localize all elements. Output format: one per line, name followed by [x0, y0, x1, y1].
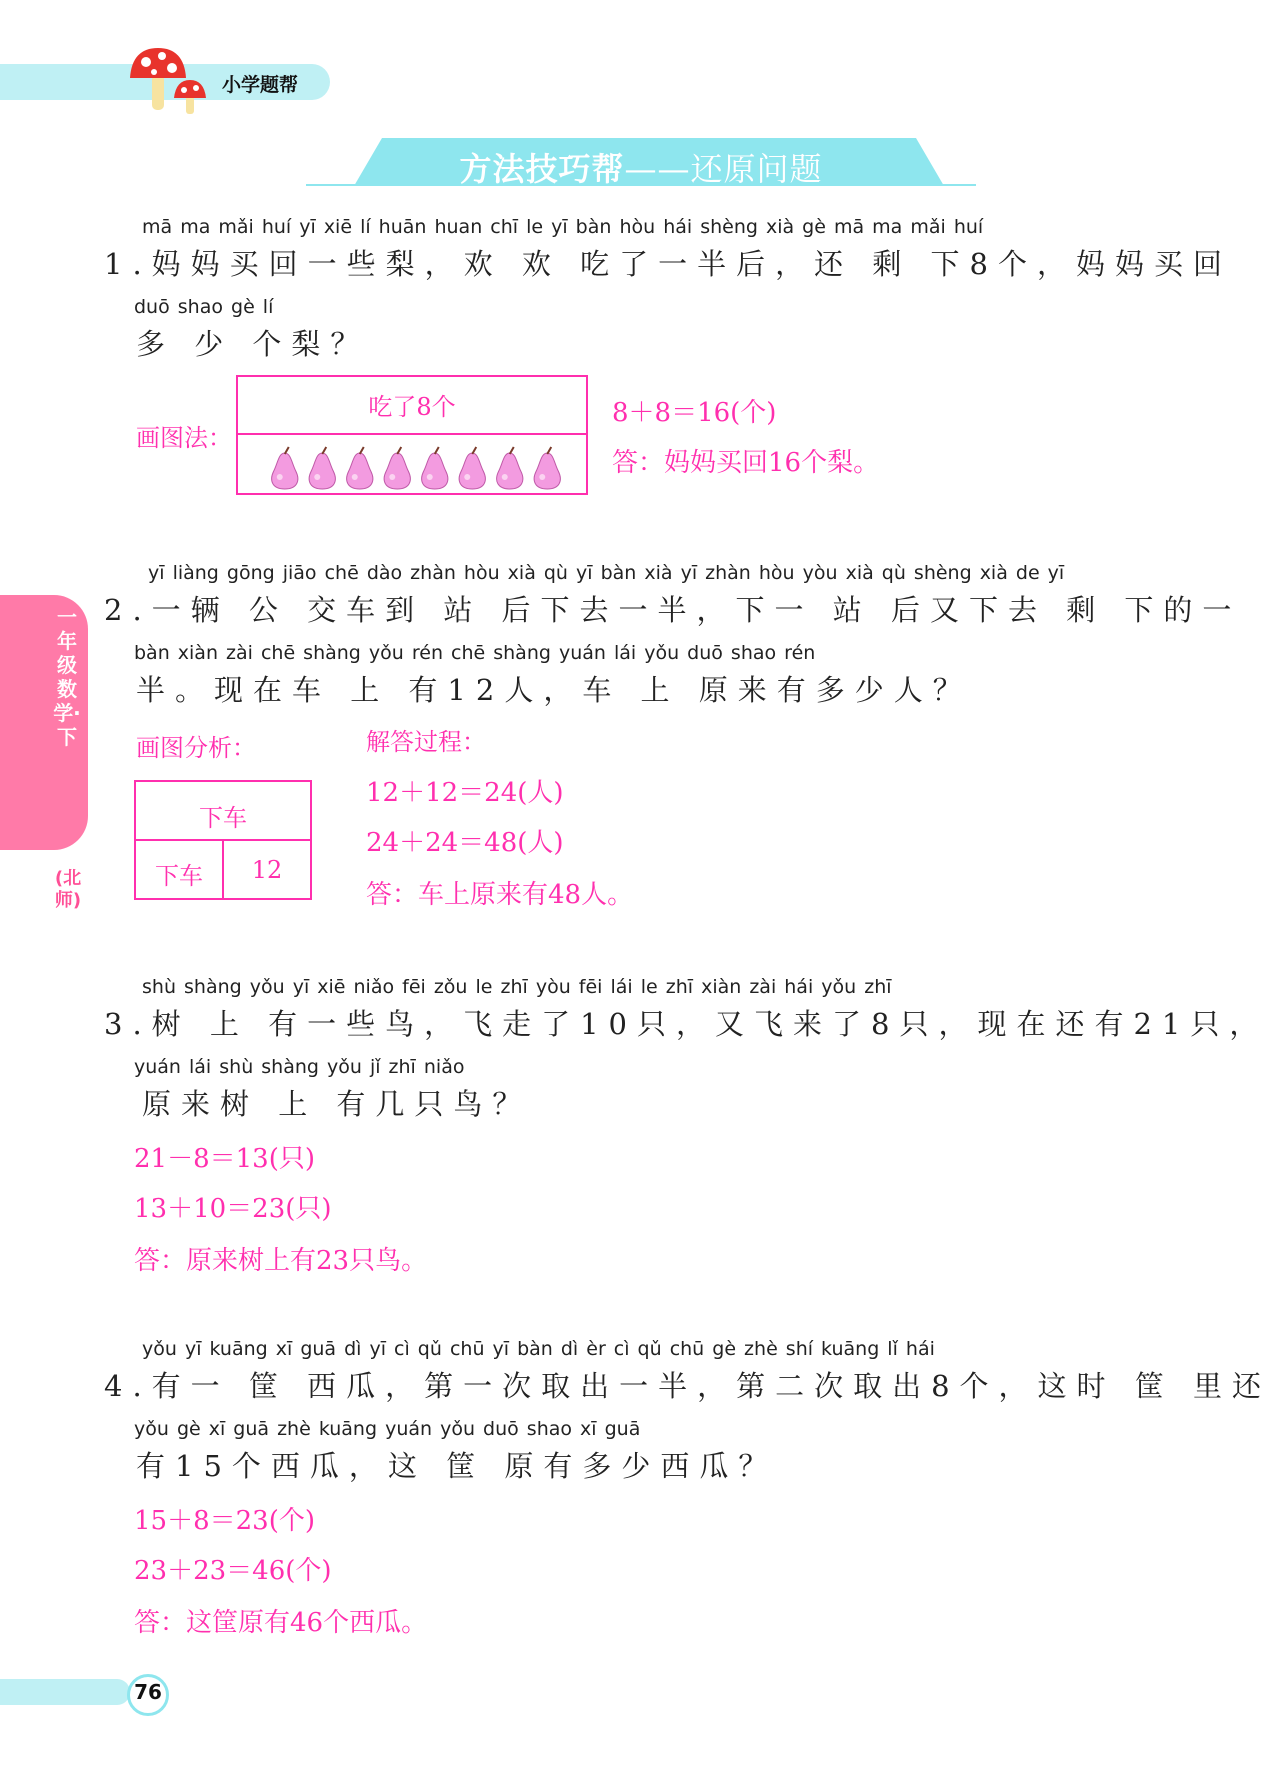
problem-2-answer-2: 24＋24＝48(人) — [366, 828, 564, 858]
problem-2-process-label: 解答过程： — [366, 728, 486, 756]
problem-3-pinyin-1: shù shàng yǒu yī xiē niǎo fēi zǒu le zhī yòu fēi lái le zhī xiàn zài hái yǒu zhī — [142, 976, 892, 998]
problem-1-text-1: 妈妈买回一些梨，欢 欢 吃了一半后，还 剩 下8个，妈妈买回 — [151, 247, 1232, 281]
side-grade-label: 一年级数学·下 — [53, 605, 81, 749]
footer-band — [0, 1679, 130, 1705]
problem-1-pinyin-2: duō shao gè lí — [134, 296, 274, 318]
problem-3-text-1: 树 上 有一些鸟，飞走了10只，又飞来了8只，现在还有21只， — [151, 1007, 1269, 1041]
problem-4-text-2: 有15个西瓜，这 筐 原有多少西瓜？ — [136, 1449, 778, 1483]
page-number: 76 — [134, 1680, 162, 1704]
pears-row — [266, 445, 566, 491]
problem-4-answer-2: 23＋23＝46(个) — [134, 1556, 332, 1586]
pear-icon — [497, 447, 523, 489]
box-bottom-right-cell: 12 — [251, 856, 283, 884]
problem-4-pinyin-1: yǒu yī kuāng xī guā dì yī cì qǔ chū yī bàn dì èr cì qǔ chū gè zhè shí kuāng lǐ hái — [142, 1338, 935, 1360]
problem-2-text-1: 一辆 公 交车到 站 后下去一半，下一 站 后又下去 剩 下的一 — [151, 593, 1242, 627]
problem-3-answer-2: 13＋10＝23(只) — [134, 1194, 332, 1224]
box-divider — [238, 433, 586, 435]
problem-1-method-label: 画图法： — [136, 424, 232, 452]
pear-icon — [309, 447, 335, 489]
problem-2-pinyin-2: bàn xiàn zài chē shàng yǒu rén chē shàng yuán lái yǒu duō shao rén — [134, 642, 816, 664]
problem-2-text-2: 半。现在车 上 有12人，车 上 原来有多少人？ — [136, 673, 972, 707]
problem-2-method-label: 画图分析： — [136, 734, 256, 762]
pear-icon — [384, 447, 410, 489]
problem-2-number: 2. — [104, 593, 152, 627]
problem-3-text-2: 原来树 上 有几只鸟？ — [142, 1087, 532, 1121]
problem-4-answer-1: 15＋8＝23(个) — [134, 1506, 315, 1536]
box-top-cell: 下车 — [199, 804, 247, 832]
problem-4-line-1 — [104, 1364, 1271, 1405]
problem-3-pinyin-2: yuán lái shù shàng yǒu jǐ zhī niǎo — [134, 1056, 465, 1078]
problem-4-number: 4. — [104, 1369, 152, 1403]
problem-2-line-1 — [104, 588, 1241, 629]
problem-3-line-1 — [104, 1002, 1268, 1043]
mushroom-logo-icon — [128, 44, 220, 116]
title-sub: 还原问题 — [690, 150, 823, 188]
brand-name: 小学题帮 — [222, 74, 299, 96]
problem-3-answer-1: 21－8＝13(只) — [134, 1144, 315, 1174]
box-bottom-left-cell: 下车 — [155, 862, 203, 890]
problem-1-answer-1: 8＋8＝16(个) — [612, 398, 777, 428]
problem-1-diagram — [236, 375, 588, 495]
problem-2-answer-1: 12＋12＝24(人) — [366, 778, 564, 808]
problem-1-text-2: 多 少 个梨？ — [136, 327, 370, 361]
pear-icon — [272, 447, 298, 489]
title-main: 方法技巧帮 — [459, 150, 625, 188]
problem-2-pinyin-1: yī liàng gōng jiāo chē dào zhàn hòu xià qù yī bàn xià yī zhàn hòu yòu xià qù shèng xià de yī — [148, 562, 1065, 584]
box-eaten-label: 吃了8个 — [368, 393, 456, 421]
problem-3-answer-3: 答：原来树上有23只鸟。 — [134, 1246, 428, 1276]
problem-1-pinyin-1: mā ma mǎi huí yī xiē lí huān huan chī le yī bàn hòu hái shèng xià gè mā ma mǎi huí — [142, 216, 984, 238]
pear-icon — [459, 447, 485, 489]
pear-icon — [534, 447, 560, 489]
problem-1-line-1 — [104, 242, 1232, 283]
pear-icon — [422, 447, 448, 489]
pear-icon — [347, 447, 373, 489]
side-edition-label: (北师) — [54, 868, 82, 911]
section-title — [306, 138, 976, 186]
title-text — [306, 144, 976, 190]
problem-2-answer-3: 答：车上原来有48人。 — [366, 880, 634, 910]
problem-4-text-1: 有一 筐 西瓜，第一次取出一半，第二次取出8个，这时 筐 里还 — [151, 1369, 1271, 1403]
problem-2-diagram — [134, 780, 312, 900]
problem-1-answer-2: 答：妈妈买回16个梨。 — [612, 448, 880, 478]
title-dash: —— — [624, 150, 691, 188]
problem-3-number: 3. — [104, 1007, 152, 1041]
problem-4-pinyin-2: yǒu gè xī guā zhè kuāng yuán yǒu duō shao xī guā — [134, 1418, 641, 1440]
problem-4-answer-3: 答：这筐原有46个西瓜。 — [134, 1608, 428, 1638]
problem-1-number: 1. — [104, 247, 152, 281]
